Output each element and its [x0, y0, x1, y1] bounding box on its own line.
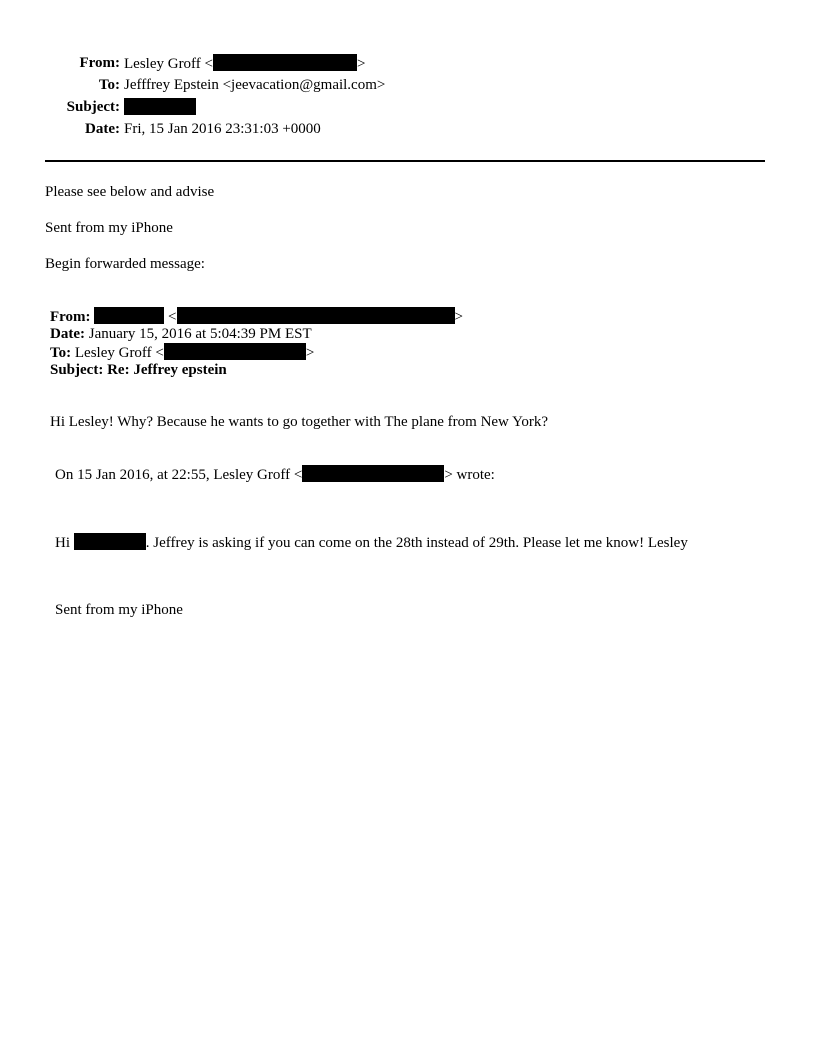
fwd-subject-row	[50, 361, 227, 379]
fwd-date-row	[50, 325, 312, 343]
fwd-from-open: <	[168, 309, 177, 325]
date-label: Date:	[85, 121, 120, 137]
to-value: Jefffrey Epstein <jeevacation@gmail.com>	[124, 77, 386, 93]
quoted-signature: Sent from my iPhone	[55, 602, 183, 618]
fwd-subject-label: Subject:	[50, 362, 104, 378]
fwd-from-row	[50, 307, 463, 326]
from-close: >	[357, 56, 366, 72]
fwd-subject-value: Re: Jeffrey epstein	[107, 362, 227, 378]
fwd-to-close: >	[305, 345, 315, 361]
quoted-message	[55, 533, 688, 552]
reply-text: Hi Lesley! Why? Because he wants to go together with The plane from New York?	[50, 414, 549, 430]
redacted-quoted-email	[302, 465, 444, 482]
from-label: From:	[79, 55, 120, 71]
redacted-recipient-email	[164, 343, 306, 360]
fwd-to-value: Lesley Groff <	[74, 345, 164, 361]
redacted-subject	[124, 98, 196, 115]
attribution-suffix: > wrote:	[444, 467, 495, 483]
from-value	[124, 54, 365, 73]
to-label: To:	[98, 77, 120, 93]
header-divider	[45, 160, 765, 162]
body-line-forwarded: Begin forwarded message:	[45, 256, 205, 272]
date-value: Fri, 15 Jan 2016 23:31:03 +0000	[124, 121, 321, 137]
fwd-from-close: >	[454, 309, 463, 325]
redacted-sender-name	[94, 307, 164, 324]
from-name: Lesley Groff <	[124, 56, 213, 72]
fwd-from-label: From:	[50, 309, 91, 325]
fwd-date-label: Date:	[50, 326, 85, 342]
redacted-recipient-name	[74, 533, 146, 550]
subject-value	[124, 98, 196, 117]
quoted-message-text: . Jeffrey is asking if you can come on the 28th instead of 29th. Please let me know! Lesley	[145, 535, 688, 551]
greeting: Hi	[55, 535, 70, 551]
subject-label: Subject:	[66, 99, 120, 115]
body-line-sent-from: Sent from my iPhone	[45, 220, 173, 236]
fwd-to-label: To:	[50, 345, 72, 361]
redacted-email	[213, 54, 357, 71]
body-line-advise: Please see below and advise	[45, 184, 215, 200]
fwd-date-value: January 15, 2016 at 5:04:39 PM EST	[88, 326, 312, 342]
attribution-prefix: On 15 Jan 2016, at 22:55, Lesley Groff <	[55, 467, 303, 483]
quote-attribution	[55, 465, 495, 484]
fwd-to-row	[50, 343, 314, 362]
redacted-sender-email	[177, 307, 455, 324]
